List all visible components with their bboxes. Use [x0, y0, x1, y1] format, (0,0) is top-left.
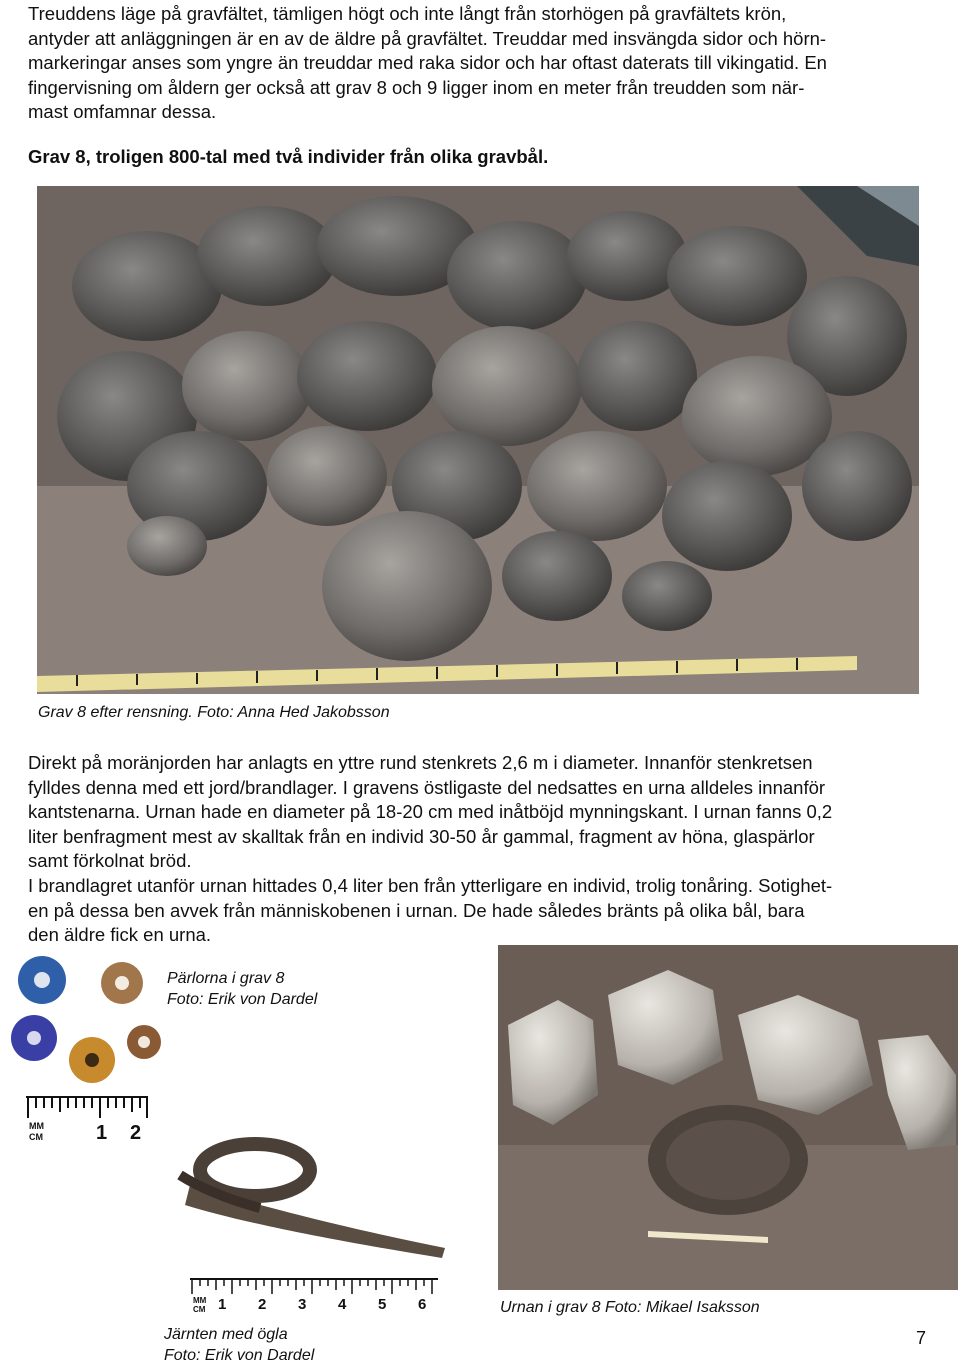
intro-paragraph — [28, 2, 933, 125]
grave-8-photo-caption: Grav 8 efter rensning. Foto: Anna Hed Jakobsson — [38, 704, 390, 721]
beads-ruler — [26, 1096, 150, 1146]
ruler-number: 5 — [378, 1296, 387, 1313]
text-line: fylldes denna med ett jord/brandlager. I gravens östligaste del nedsattes en urna alldeles innanför — [28, 776, 826, 798]
text-line: en på dessa ben avvek från människobenen i urnan. De hade således bränts på olika bål, bara — [28, 899, 805, 921]
stone-setting-image — [37, 186, 919, 694]
caption-line: Järnten med ögla — [164, 1326, 288, 1343]
caption-line: Foto: Erik von Dardel — [167, 991, 318, 1008]
caption-line: Pärlorna i grav 8 — [167, 970, 285, 987]
urn-photo — [498, 945, 958, 1290]
ruler-unit: CM — [193, 1305, 206, 1314]
ruler-number: 1 — [218, 1296, 227, 1313]
text-line: liter benfragment mest av skalltak från en individ 30-50 år gammal, fragment av höna, glaspärlor — [28, 825, 815, 847]
ruler-number: 3 — [298, 1296, 307, 1313]
text-line: den äldre fick en urna. — [28, 924, 212, 946]
ruler-unit: MM — [193, 1296, 207, 1305]
ruler-number: 2 — [130, 1122, 142, 1144]
urn-photo-caption: Urnan i grav 8 Foto: Mikael Isaksson — [500, 1299, 760, 1316]
text-line: Direkt på moränjorden har anlagts en yttre rund stenkrets 2,6 m i diameter. Innanför stenkretsen — [28, 752, 813, 773]
ruler-number: 1 — [96, 1122, 108, 1144]
ruler-unit: CM — [29, 1132, 43, 1142]
beads-photo-caption — [167, 968, 317, 1010]
page-number: 7 — [916, 1328, 927, 1348]
text-line: antyder att anläggningen är en av de äldre på gravfältet. Treuddar med insvängda sidor och hörn- — [28, 27, 827, 49]
ruler-number: 2 — [258, 1296, 267, 1313]
text-line: mast omfamnar dessa. — [28, 101, 217, 123]
iron-tool-image — [160, 1130, 450, 1280]
ruler-number: 6 — [418, 1296, 427, 1313]
text-line: I brandlagret utanför urnan hittades 0,4 liter ben från ytterligare en individ, trolig tonåring. Sotighet- — [28, 874, 833, 896]
urn-image — [498, 945, 958, 1290]
ruler-number: 4 — [338, 1296, 347, 1313]
text-line: kantstenarna. Urnan hade en diameter på 18-20 cm med inåtböjd mynningskant. I urnan fanns 0,2 — [28, 801, 833, 823]
text-line: Treuddens läge på gravfältet, tämligen högt och inte långt från storhögen på gravfältets krön, — [28, 3, 787, 24]
iron-tool-ruler — [190, 1278, 440, 1318]
iron-tool-photo — [160, 1130, 450, 1280]
text-line: samt förkolnat bröd. — [28, 850, 192, 872]
section-heading: Grav 8, troligen 800-tal med två individer från olika gravbål. — [28, 146, 549, 167]
text-line: markeringar anses som yngre än treuddar med raka sidor och har oftast daterats till vikingatid. En — [28, 52, 827, 74]
ruler-unit: MM — [29, 1121, 44, 1131]
caption-line: Foto: Erik von Dardel — [164, 1347, 315, 1364]
grave-8-photo — [37, 186, 919, 694]
text-line: fingervisning om åldern ger också att grav 8 och 9 ligger inom en meter från treudden som när- — [28, 76, 805, 98]
iron-tool-photo-caption — [164, 1324, 314, 1366]
body-paragraph — [28, 751, 933, 948]
